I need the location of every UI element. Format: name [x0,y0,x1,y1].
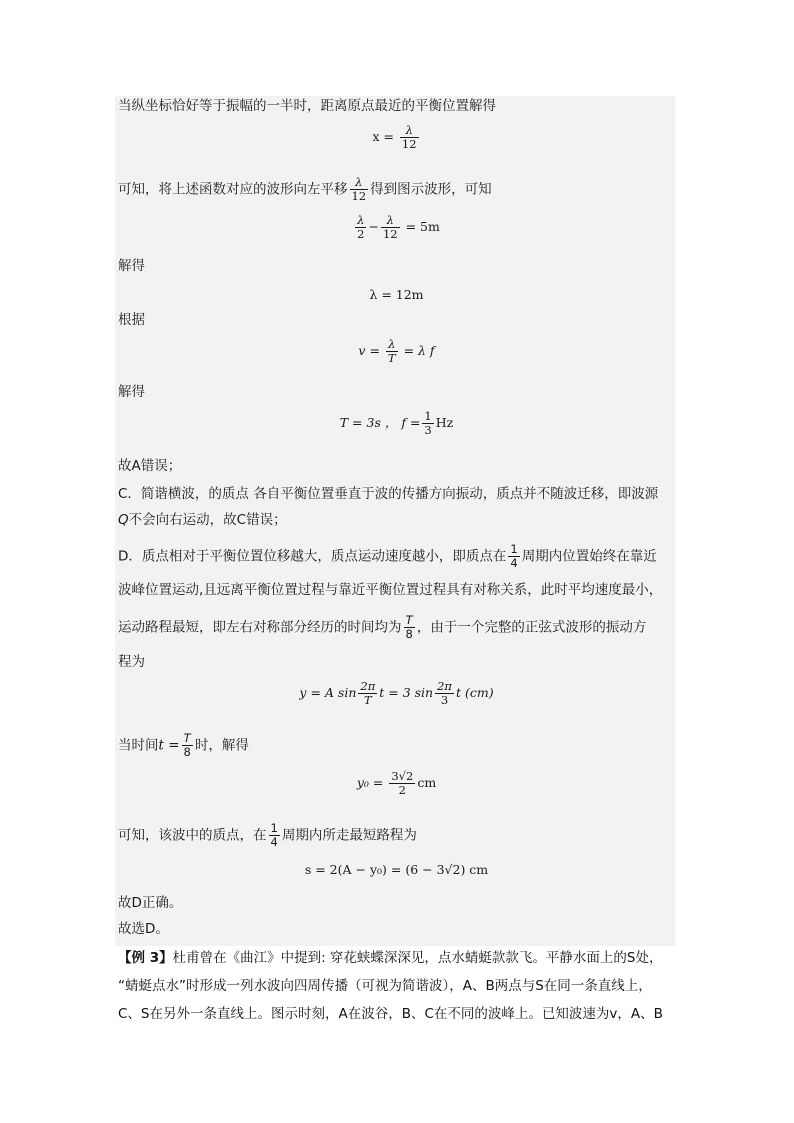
quarter-fraction: $\frac{1}{4}$ [510,542,518,570]
text-line-2: 可知，将上述函数对应的波形向左平移 $\frac{\lambda}{12}$ 得到图示波形，可知 [118,175,492,203]
option-d-line-4: 程为 [118,654,145,670]
option-d-line-1: D．质点相对于平衡位置位移越大，质点运动速度越小，即质点在 $\frac{1}{4}$ 周期内位置始终在靠近 [118,542,657,570]
shift-fraction: $\frac{\lambda}{12}$ [351,175,367,203]
equation-path: s = 2(A − y₀) = (6 − 3√2) cm [304,862,489,877]
equation-velocity: v = $\frac{\lambda}{T}$ = λ f [358,337,435,365]
eq1-fraction: $\frac{\lambda}{12}$ [401,123,417,151]
text-line-3: 解得 [118,258,145,274]
text-line-6: 故A错误； [118,458,182,474]
text-line-4: 根据 [118,312,145,328]
option-d-line-2: 波峰位置运动,且远离平衡位置过程与靠近平衡位置过程具有对称关系，此时平均速度最小， [118,582,663,598]
text-line-path: 可知，该波中的质点，在 $\frac{1}{4}$ 周期内所走最短路程为 [118,821,417,849]
eq1-lhs: x = [372,129,394,144]
equation-period: T = 3s ， f = $\frac{1}{3}$ Hz [339,409,454,437]
example-3-line-3: C、S在另外一条直线上。图示时刻，A在波谷，B、C在不同的波峰上。已知波速为v，A、B [118,1006,663,1022]
t-over-8-fraction: $\frac{T}{8}$ [405,613,413,641]
equation-y0: y₀ = $\frac{3√2}{2}$ cm [356,769,437,797]
text-line-1: 当纵坐标恰好等于振幅的一半时，距离原点最近的平衡位置解得 [118,98,496,114]
option-d-line-3: 运动路程最短，即左右对称部分经历的时间均为 $\frac{T}{8}$ ，由于一个完整的正弦式波形的振动方 [118,613,647,641]
equation-vibration: y = A sin $\frac{2\pi}{T}$ t = 3 sin $\frac{2\pi}{3}$ t (cm) [299,679,494,707]
example-label: 【例 3】 [118,950,173,966]
example-3-line-1: 【例 3】杜甫曾在《曲江》中提到: 穿花蛱蝶深深见，点水蜻蜓款款飞。平静水面上的S处， [118,950,663,966]
equation-x [118,124,675,151]
text-line-5: 解得 [118,384,145,400]
conclusion-d-correct: 故D正确。 [118,895,183,911]
equation-wavelength-diff: $\frac{\lambda}{2}$ − $\frac{\lambda}{12}$ = 5m [357,213,440,241]
text-line-time: 当时间t = $\frac{T}{8}$ 时，解得 [118,731,249,759]
option-c-line-1: C．简谐横波，的质点 各自平衡位置垂直于波的传播方向振动，质点并不随波迁移，即波源 [118,486,659,502]
equation-lambda: λ = 12m [369,287,424,302]
example-3-line-2: “蜻蜓点水”时形成一列水波向四周传播（可视为简谐波），A、B两点与S在同一条直线上， [118,978,652,994]
final-answer: 故选D。 [118,921,169,937]
option-c-line-2: Q不会向右运动，故C错误； [118,512,287,528]
